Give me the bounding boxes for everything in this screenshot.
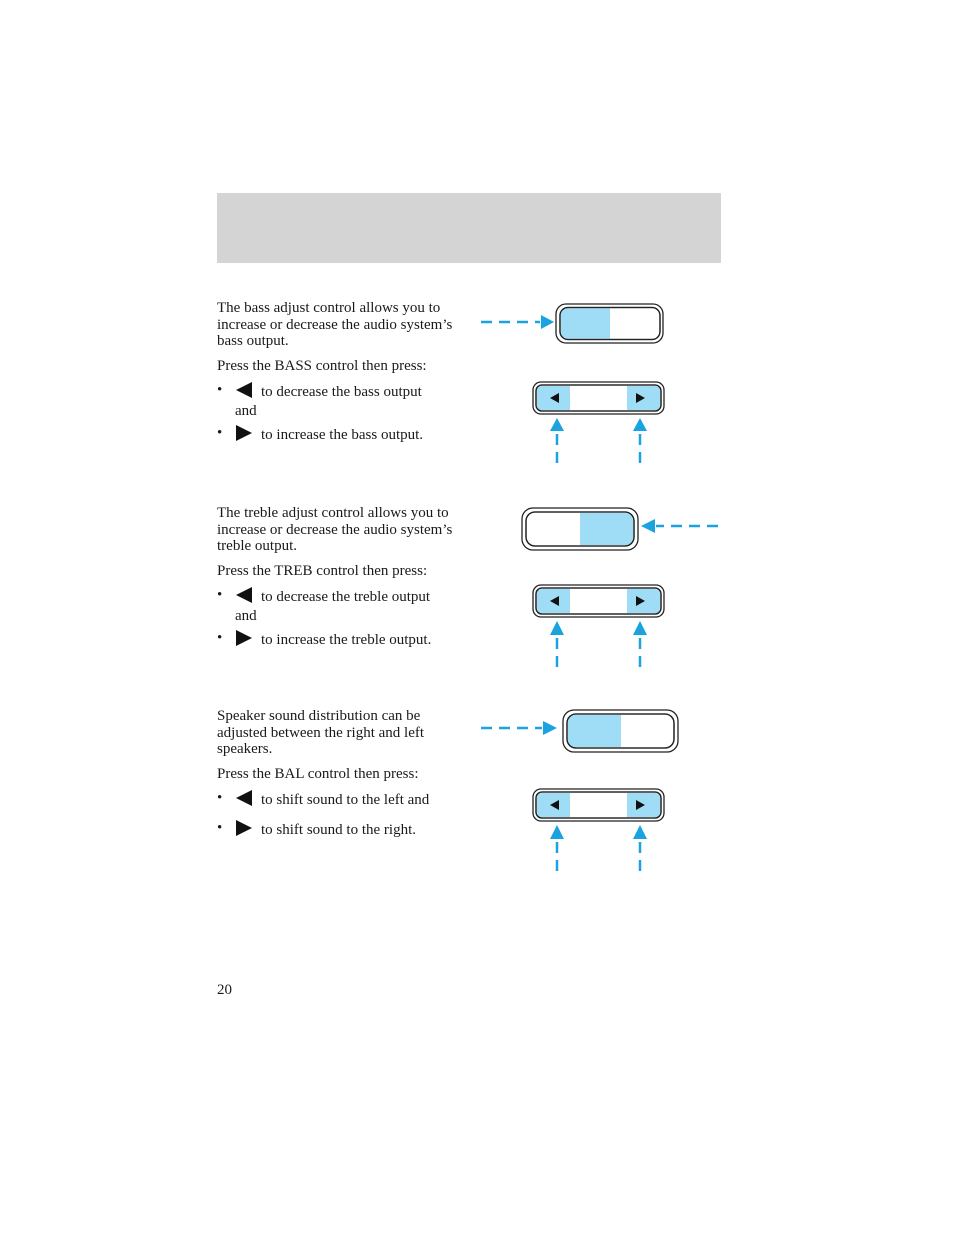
bullet-text: to increase the treble output. — [261, 632, 432, 648]
bullet-text: to decrease the bass output — [261, 384, 422, 400]
bass-pointer-arrow — [481, 315, 554, 329]
bass-rocker-illustration — [533, 382, 664, 414]
bullet-text: to shift sound to the right. — [261, 821, 416, 838]
balance-button-illustration — [563, 710, 678, 752]
bullet-dot: • — [217, 382, 223, 398]
bullet-dot: • — [217, 819, 223, 836]
bass-button-illustration — [556, 304, 663, 343]
balance-rocker-pointers — [550, 825, 647, 871]
bullet-dot: • — [217, 587, 223, 603]
bullet-dot: • — [217, 790, 223, 806]
balance-instruction: Press the BAL control then press: — [217, 765, 419, 782]
bullet-dot: • — [217, 425, 223, 441]
bass-instruction: Press the BASS control then press: — [217, 357, 427, 374]
bullet-continuation: and — [235, 402, 257, 419]
balance-rocker-illustration — [533, 789, 664, 821]
page-number: 20 — [217, 982, 232, 998]
treble-rocker-pointers — [550, 621, 647, 667]
treble-instruction: Press the TREB control then press: — [217, 562, 428, 579]
treble-intro: The treble adjust control allows you to increase or decrease the audio system’s treble output. — [217, 505, 453, 554]
bass-intro: The bass adjust control allows you to increase or decrease the audio system’s bass output. — [217, 300, 453, 349]
treble-button-illustration — [522, 508, 638, 550]
balance-intro: Speaker sound distribution can be adjusted between the right and left speakers. — [217, 708, 425, 757]
bullet-continuation: and — [235, 607, 257, 624]
bullet-text: to shift sound to the left and — [261, 792, 430, 808]
bullet-text: to decrease the treble output — [261, 589, 431, 605]
bass-rocker-pointers — [550, 418, 647, 463]
treble-pointer-arrow — [641, 519, 718, 533]
bullet-dot: • — [217, 630, 223, 646]
treble-rocker-illustration — [533, 585, 664, 617]
bullet-text: to increase the bass output. — [261, 427, 424, 443]
balance-pointer-arrow — [481, 721, 557, 735]
